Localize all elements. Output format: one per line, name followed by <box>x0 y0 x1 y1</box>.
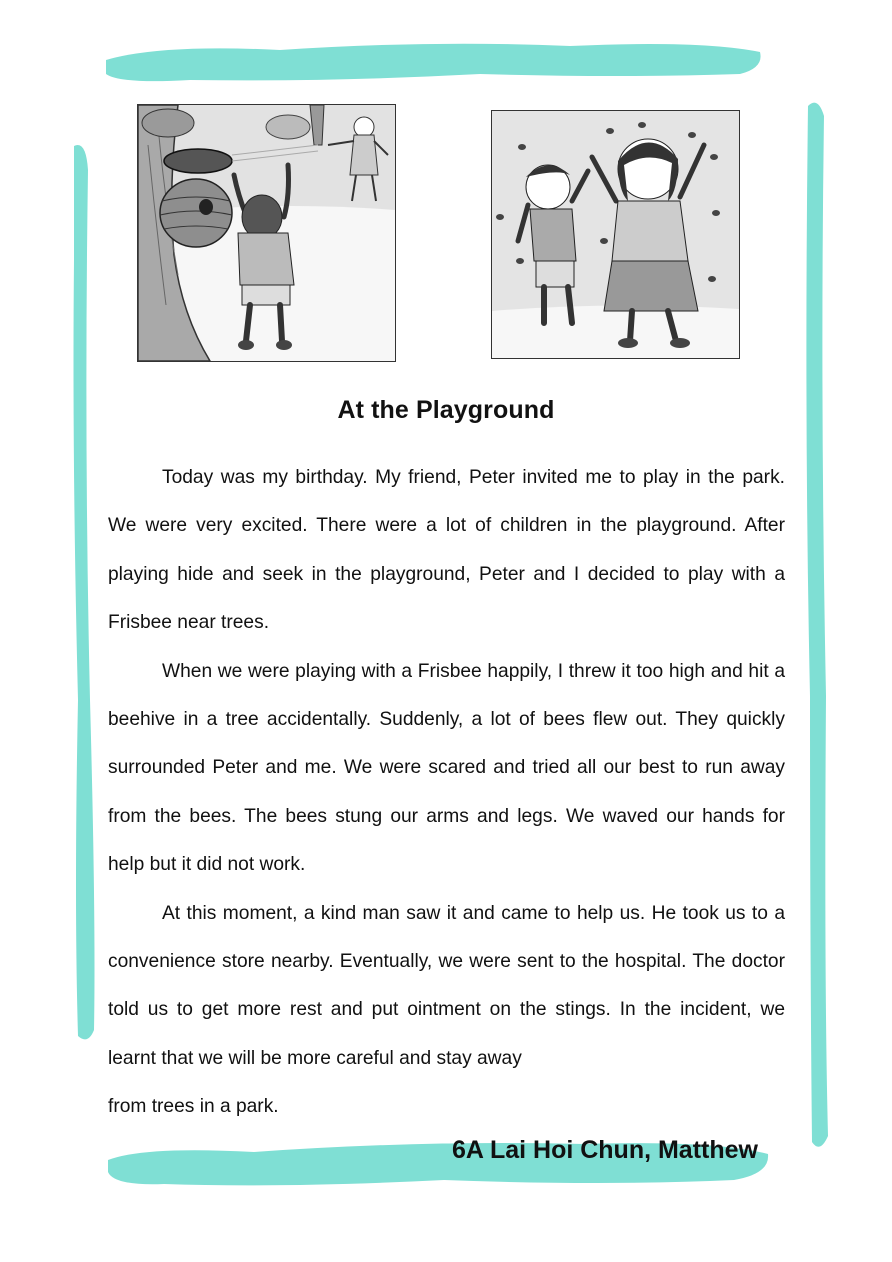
story-title: At the Playground <box>337 396 555 424</box>
illustration-frisbee-beehive <box>137 104 396 362</box>
illustration-frisbee-beehive-drawing <box>138 105 395 361</box>
illustration-bees-chasing <box>491 110 740 359</box>
brush-stroke-top <box>100 34 765 88</box>
brush-stroke-right <box>798 96 836 1156</box>
story-paragraph-3: At this moment, a kind man saw it and came to help us. He took us to a convenience store nearby. Eventually, we were sent to the hospital. The doctor told us to get more rest and put ointment on the stings. In the incident, we learnt that we will be more careful and stay away <box>108 902 785 1069</box>
story-paragraph-1: Today was my birthday. My friend, Peter invited me to play in the park. We were very excited. There were a lot of children in the playground. After playing hide and seek in the playground, Peter and I decided to play with a Frisbee near trees. <box>108 467 785 634</box>
brush-stroke-left <box>64 140 104 1045</box>
story-paragraph-3-tail: from trees in a park. <box>108 1096 279 1118</box>
illustration-bees-chasing-drawing <box>492 111 739 358</box>
story-body <box>108 454 785 1132</box>
author-signature: 6A Lai Hoi Chun, Matthew <box>451 1136 758 1164</box>
story-paragraph-2: When we were playing with a Frisbee happily, I threw it too high and hit a beehive in a tree accidentally. Suddenly, a lot of bees flew out. They quickly surrounded Peter and me. We were scared and tried all our best to run away from the bees. The bees stung our arms and legs. We waved our hands for help but it did not work. <box>108 660 785 876</box>
